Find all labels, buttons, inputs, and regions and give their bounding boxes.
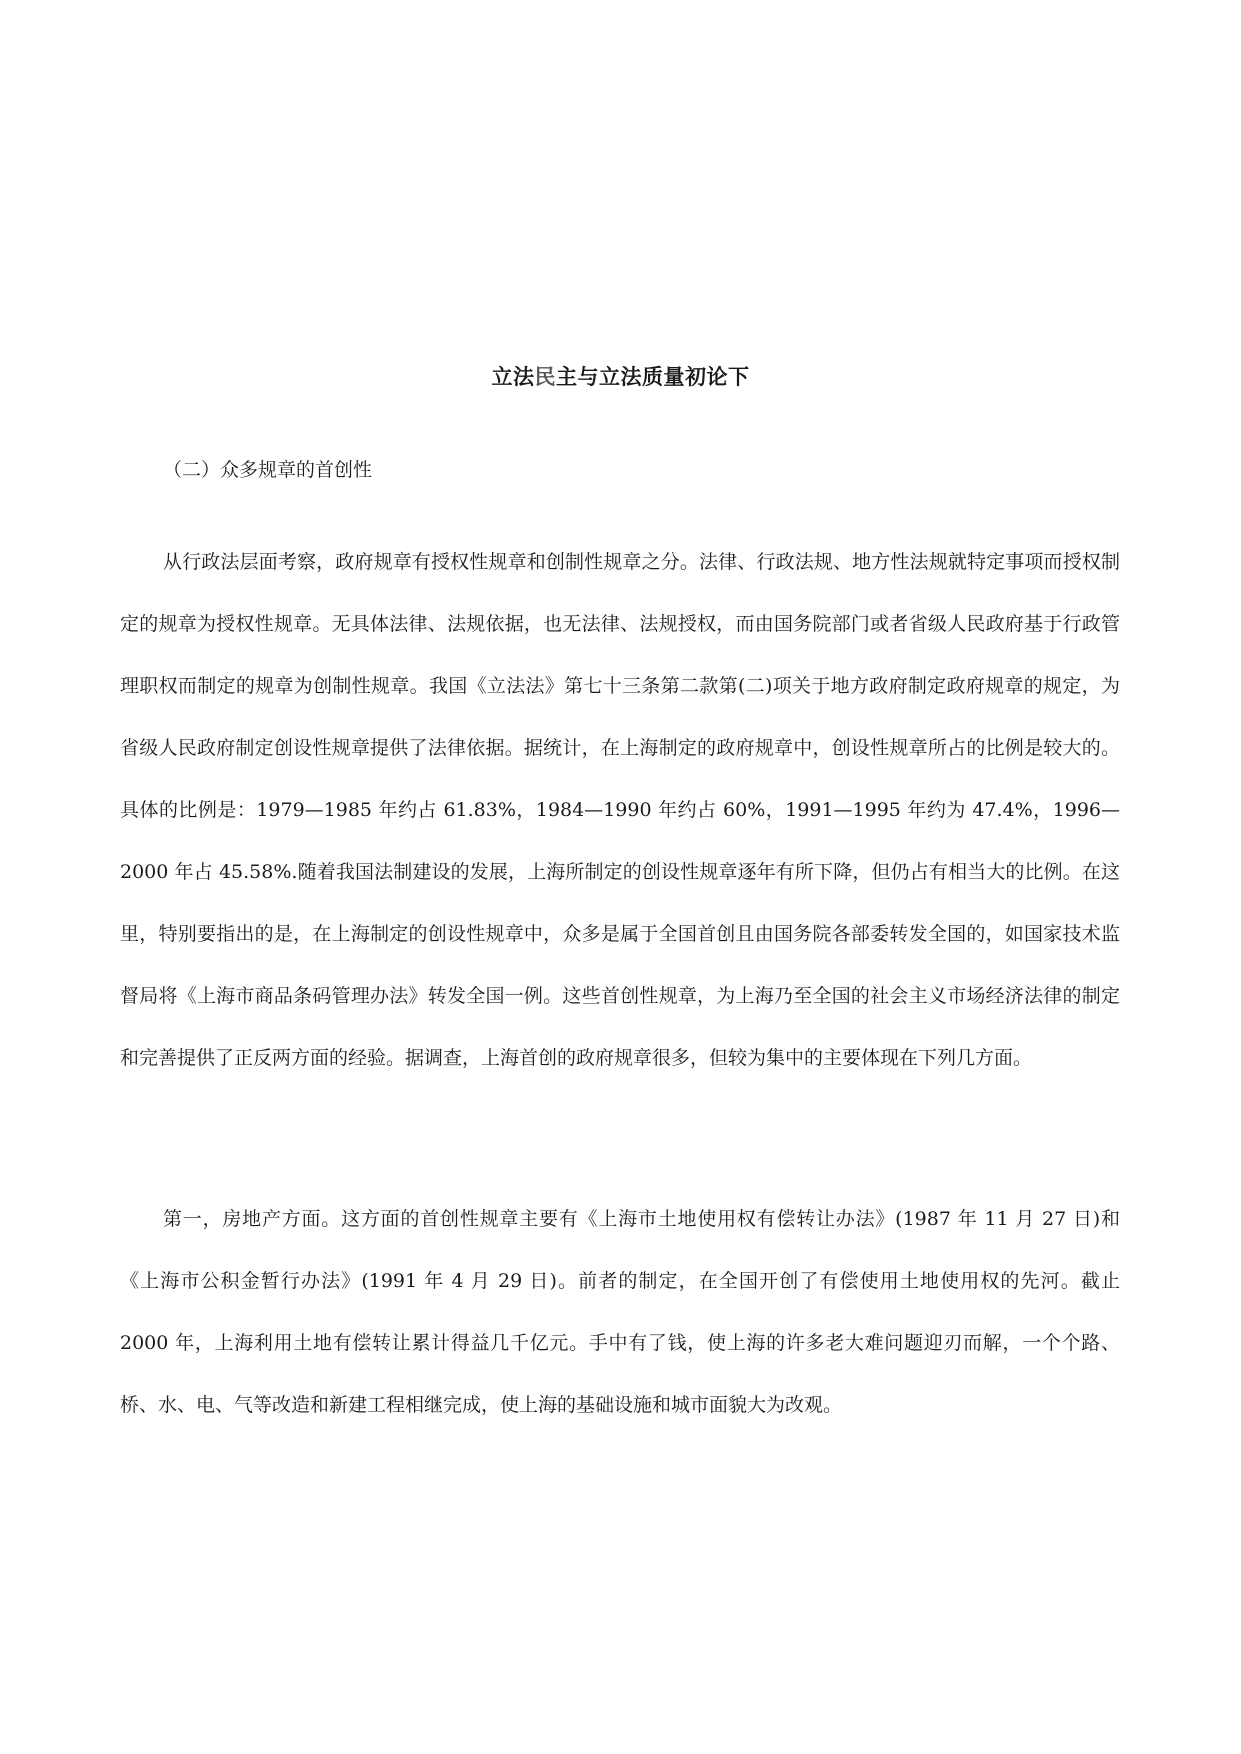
body-paragraph-1: 从行政法层面考察，政府规章有授权性规章和创制性规章之分。法律、行政法规、地方性法规就特定事项而授权制定的规章为授权性规章。无具体法律、法规依据，也无法律、法规授权，而由国务院部门或者省级人民政府基于行政管理职权而制定的规章为创制性规章。我国《立法法》第七十三条第二款第(二)项关于地方政府制定政府规章的规定，为省级人民政府制定创设性规章提供了法律依据。据统计，在上海制定的政府规章中，创设性规章所占的比例是较大的。具体的比例是：1979—1985 年约占 61.83%，1984—1990 年约占 60%，1991—1995 年约为 47.4%，1996—2000 年占 45.58%.随着我国法制建设的发展，上海所制定的创设性规章逐年有所下降，但仍占有相当大的比例。在这里，特别要指出的是，在上海制定的创设性规章中，众多是属于全国首创且由国务院各部委转发全国的，如国家技术监督局将《上海市商品条码管理办法》转发全国一例。这些首创性规章，为上海乃至全国的社会主义市场经济法律的制定和完善提供了正反两方面的经验。据调查，上海首创的政府规章很多，但较为集中的主要体现在下列几方面。 xyxy=(120,551,1120,1069)
body-paragraph-2: 第一，房地产方面。这方面的首创性规章主要有《上海市土地使用权有偿转让办法》(1987 年 11 月 27 日)和《上海市公积金暂行办法》(1991 年 4 月 29 日)。前者的制定，在全国开创了有偿使用土地使用权的先河。截止 2000 年，上海利用土地有偿转让累计得益几千亿元。手中有了钱，使上海的许多老大难问题迎刃而解，一个个路、桥、水、电、气等改造和新建工程相继完成，使上海的基础设施和城市面貌大为改观。 xyxy=(120,1208,1120,1416)
title-part-1: 立法 xyxy=(491,364,535,389)
section-heading: （二）众多规章的首创性 xyxy=(163,459,373,481)
document-title xyxy=(0,362,1241,392)
title-part-2: 民 xyxy=(534,364,556,389)
title-part-3: 主与立法质量初论下 xyxy=(556,364,750,389)
